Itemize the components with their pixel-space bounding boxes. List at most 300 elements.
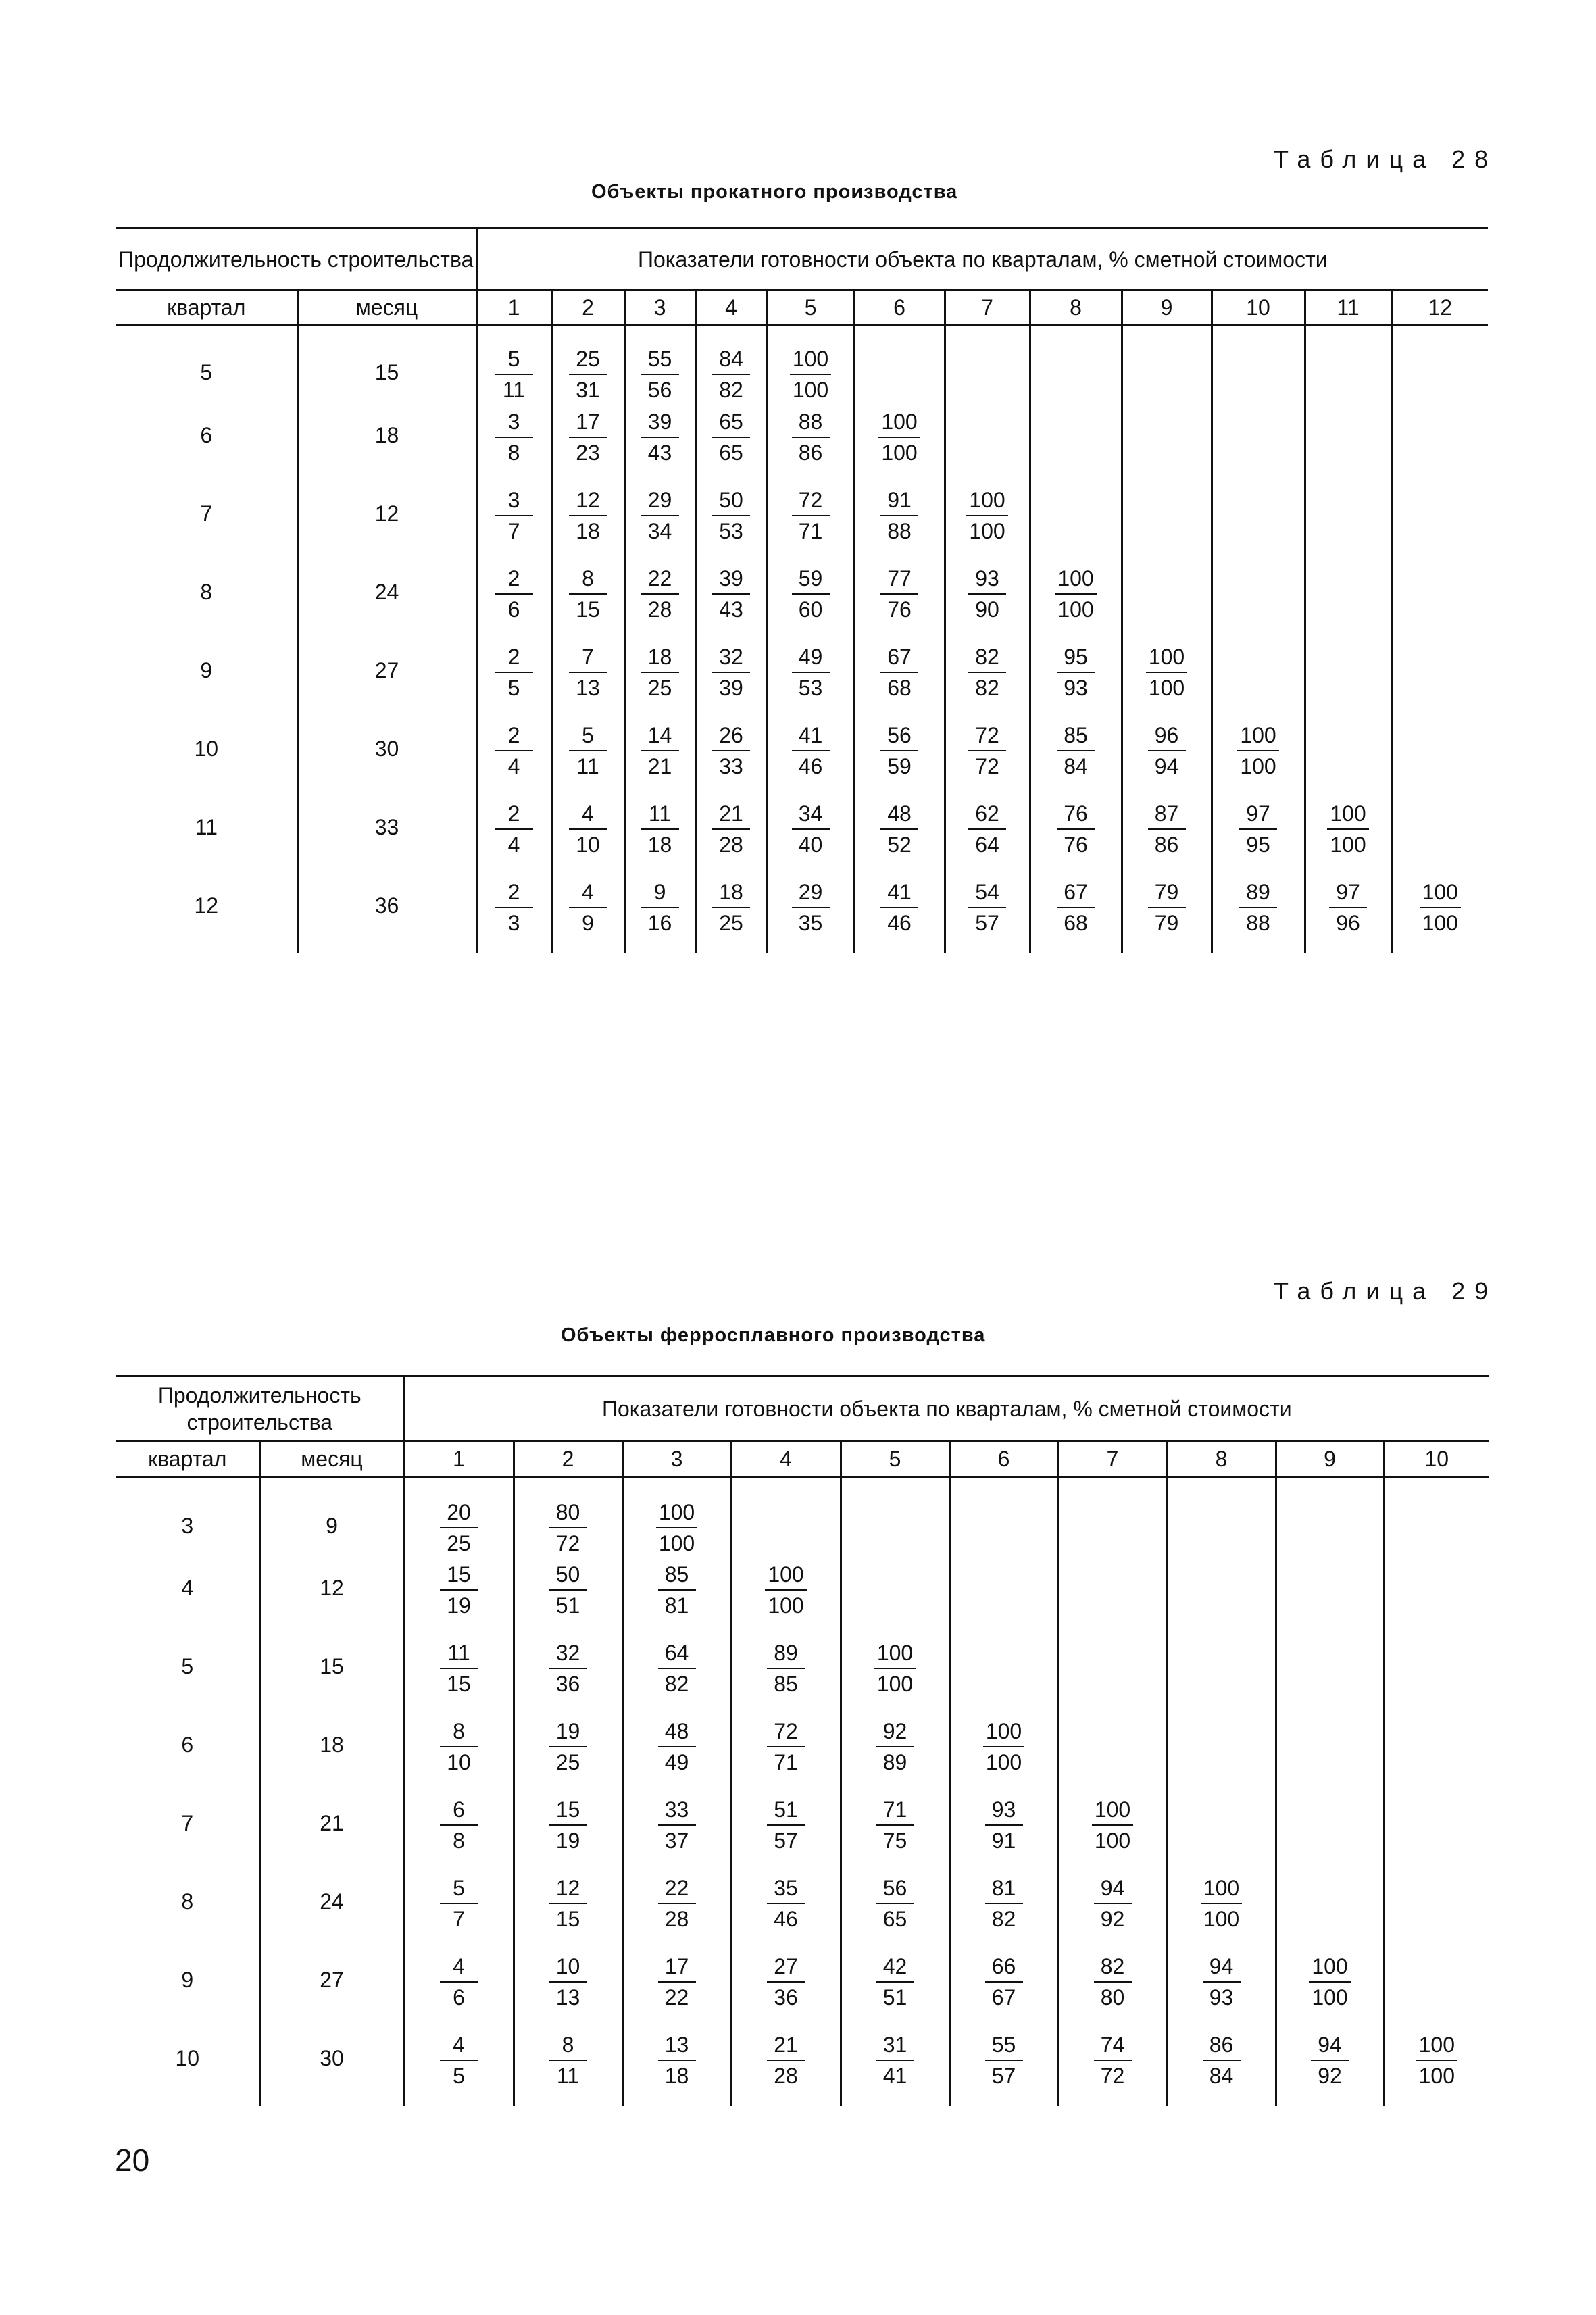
denominator: 15 bbox=[576, 597, 600, 622]
fraction bbox=[712, 722, 750, 780]
fraction bbox=[658, 1953, 696, 2011]
value-cell bbox=[1384, 2027, 1489, 2106]
denominator: 92 bbox=[1318, 2064, 1342, 2088]
numerator: 12 bbox=[569, 487, 607, 516]
denominator: 11 bbox=[576, 753, 599, 778]
denominator: 39 bbox=[719, 675, 743, 700]
value-cell bbox=[1030, 561, 1122, 639]
denominator: 90 bbox=[975, 597, 999, 622]
value-cell bbox=[949, 1792, 1058, 1870]
quarter-cell: 3 bbox=[181, 1514, 194, 1538]
numerator: 42 bbox=[876, 1953, 914, 1983]
denominator: 80 bbox=[1100, 1985, 1125, 2010]
table-row bbox=[116, 639, 1488, 718]
denominator: 28 bbox=[774, 2064, 798, 2088]
denominator: 18 bbox=[576, 518, 600, 543]
numerator: 27 bbox=[767, 1953, 805, 1983]
value-cell bbox=[476, 326, 551, 404]
value-cell bbox=[945, 718, 1030, 796]
month-cell: 24 bbox=[259, 1870, 404, 1949]
numerator: 2 bbox=[495, 565, 533, 595]
fraction bbox=[1420, 878, 1461, 937]
fraction bbox=[1309, 1953, 1350, 2011]
value-cell bbox=[624, 404, 695, 482]
denominator: 86 bbox=[798, 440, 823, 465]
value-cell bbox=[1122, 718, 1212, 796]
denominator: 60 bbox=[798, 597, 823, 622]
denominator: 23 bbox=[576, 440, 600, 465]
value-cell bbox=[1384, 1635, 1489, 1714]
denominator: 91 bbox=[991, 1828, 1016, 1853]
quarter-header-1: 1 bbox=[404, 1441, 514, 1478]
value-cell bbox=[1391, 326, 1488, 404]
fraction bbox=[1057, 800, 1095, 858]
denominator: 25 bbox=[719, 910, 743, 935]
numerator: 50 bbox=[549, 1561, 587, 1591]
value-cell bbox=[1122, 561, 1212, 639]
fraction bbox=[1092, 1796, 1133, 1854]
numerator: 7 bbox=[569, 643, 607, 673]
value-cell bbox=[476, 404, 551, 482]
quarter-header-5: 5 bbox=[841, 1441, 949, 1478]
numerator: 4 bbox=[440, 2031, 478, 2061]
value-cell bbox=[1391, 718, 1488, 796]
value-cell bbox=[695, 639, 767, 718]
denominator: 10 bbox=[447, 1750, 471, 1774]
numerator: 11 bbox=[440, 1639, 478, 1669]
denominator: 10 bbox=[576, 832, 600, 857]
quarter-cell: 9 bbox=[200, 657, 213, 682]
month-cell: 12 bbox=[259, 1557, 404, 1635]
numerator: 100 bbox=[983, 1718, 1024, 1747]
fraction bbox=[880, 565, 918, 623]
denominator: 57 bbox=[975, 910, 999, 935]
denominator: 88 bbox=[1246, 910, 1270, 935]
denominator: 76 bbox=[1064, 832, 1088, 857]
quarter-cell: 8 bbox=[181, 1889, 194, 1914]
value-cell bbox=[854, 404, 945, 482]
fraction bbox=[880, 487, 918, 545]
value-cell bbox=[1276, 1870, 1384, 1949]
fraction bbox=[440, 1718, 478, 1776]
numerator: 33 bbox=[658, 1796, 696, 1826]
fraction bbox=[1094, 2031, 1132, 2089]
value-cell bbox=[514, 1478, 622, 1558]
fraction bbox=[569, 878, 607, 937]
denominator: 41 bbox=[882, 2064, 907, 2088]
quarter-column-header: квартал bbox=[148, 1447, 227, 1471]
numerator: 100 bbox=[790, 345, 831, 375]
numerator: 8 bbox=[549, 2031, 587, 2061]
denominator: 75 bbox=[882, 1828, 907, 1853]
value-cell bbox=[1391, 482, 1488, 561]
quarter-header-1: 1 bbox=[476, 291, 551, 326]
table-row bbox=[116, 404, 1488, 482]
value-cell bbox=[1305, 326, 1391, 404]
fraction bbox=[495, 878, 533, 937]
denominator: 100 bbox=[985, 1750, 1022, 1774]
denominator: 53 bbox=[719, 518, 743, 543]
fraction bbox=[1239, 800, 1277, 858]
value-cell bbox=[1212, 326, 1305, 404]
quarter-header-9: 9 bbox=[1122, 291, 1212, 326]
fraction bbox=[712, 408, 750, 466]
value-cell bbox=[404, 1478, 514, 1558]
fraction bbox=[569, 487, 607, 545]
quarter-cell: 9 bbox=[181, 1968, 194, 1992]
value-cell bbox=[622, 2027, 731, 2106]
fraction bbox=[495, 345, 533, 403]
numerator: 15 bbox=[440, 1561, 478, 1591]
quarter-cell: 7 bbox=[200, 501, 213, 526]
numerator: 74 bbox=[1094, 2031, 1132, 2061]
denominator: 71 bbox=[798, 518, 823, 543]
denominator: 96 bbox=[1336, 910, 1360, 935]
table-row bbox=[116, 1870, 1489, 1949]
value-cell bbox=[767, 482, 854, 561]
numerator: 55 bbox=[641, 345, 679, 375]
fraction bbox=[569, 565, 607, 623]
fraction bbox=[767, 1639, 805, 1697]
value-cell bbox=[731, 1478, 841, 1558]
fraction bbox=[712, 800, 750, 858]
denominator: 94 bbox=[1154, 753, 1179, 778]
value-cell bbox=[622, 1949, 731, 2027]
fraction bbox=[658, 1639, 696, 1697]
numerator: 25 bbox=[569, 345, 607, 375]
value-cell bbox=[1276, 1478, 1384, 1558]
fraction bbox=[440, 1796, 478, 1854]
denominator: 36 bbox=[555, 1672, 580, 1696]
fraction bbox=[792, 800, 830, 858]
numerator: 76 bbox=[1057, 800, 1095, 830]
value-cell bbox=[1276, 1635, 1384, 1714]
numerator: 39 bbox=[641, 408, 679, 438]
quarter-cell: 10 bbox=[175, 2046, 200, 2070]
value-cell bbox=[1212, 718, 1305, 796]
denominator: 88 bbox=[887, 518, 912, 543]
value-cell bbox=[1391, 404, 1488, 482]
fraction bbox=[549, 1718, 587, 1776]
numerator: 22 bbox=[658, 1874, 696, 1904]
fraction bbox=[495, 408, 533, 466]
numerator: 5 bbox=[569, 722, 607, 751]
numerator: 100 bbox=[1055, 565, 1096, 595]
numerator: 4 bbox=[569, 800, 607, 830]
denominator: 34 bbox=[647, 518, 672, 543]
denominator: 46 bbox=[798, 753, 823, 778]
fraction bbox=[495, 643, 533, 701]
fraction bbox=[968, 878, 1006, 937]
value-cell bbox=[1212, 561, 1305, 639]
fraction bbox=[1148, 878, 1186, 937]
numerator: 100 bbox=[966, 487, 1007, 516]
fraction bbox=[1327, 800, 1368, 858]
numerator: 85 bbox=[1057, 722, 1095, 751]
fraction bbox=[968, 643, 1006, 701]
numerator: 79 bbox=[1148, 878, 1186, 908]
value-cell bbox=[514, 1557, 622, 1635]
value-cell bbox=[1030, 796, 1122, 874]
value-cell bbox=[622, 1714, 731, 1792]
month-cell: 18 bbox=[297, 404, 476, 482]
numerator: 26 bbox=[712, 722, 750, 751]
value-cell bbox=[476, 874, 551, 953]
denominator: 5 bbox=[507, 675, 520, 700]
quarter-cell: 4 bbox=[181, 1576, 194, 1600]
denominator: 82 bbox=[719, 378, 743, 402]
denominator: 4 bbox=[507, 753, 520, 778]
denominator: 43 bbox=[719, 597, 743, 622]
denominator: 33 bbox=[719, 753, 743, 778]
value-cell bbox=[949, 1949, 1058, 2027]
value-cell bbox=[624, 718, 695, 796]
denominator: 8 bbox=[453, 1828, 465, 1853]
value-cell bbox=[731, 1870, 841, 1949]
fraction bbox=[876, 1796, 914, 1854]
numerator: 10 bbox=[549, 1953, 587, 1983]
fraction bbox=[549, 2031, 587, 2089]
value-cell bbox=[1391, 874, 1488, 953]
table-28-title: Объекты прокатного производства bbox=[591, 181, 958, 203]
quarter-header-2: 2 bbox=[551, 291, 624, 326]
value-cell bbox=[949, 1870, 1058, 1949]
value-cell bbox=[731, 1557, 841, 1635]
value-cell bbox=[476, 561, 551, 639]
value-cell bbox=[841, 1714, 949, 1792]
numerator: 56 bbox=[876, 1874, 914, 1904]
table-row bbox=[116, 874, 1488, 953]
numerator: 18 bbox=[641, 643, 679, 673]
value-cell bbox=[622, 1557, 731, 1635]
quarter-header-8: 8 bbox=[1167, 1441, 1276, 1478]
fraction bbox=[549, 1499, 587, 1557]
value-cell bbox=[731, 1635, 841, 1714]
quarter-header-6: 6 bbox=[854, 291, 945, 326]
denominator: 40 bbox=[798, 832, 823, 857]
numerator: 81 bbox=[985, 1874, 1023, 1904]
denominator: 67 bbox=[991, 1985, 1016, 2010]
numerator: 5 bbox=[440, 1874, 478, 1904]
denominator: 37 bbox=[664, 1828, 689, 1853]
value-cell bbox=[1212, 639, 1305, 718]
numerator: 94 bbox=[1311, 2031, 1349, 2061]
value-cell bbox=[731, 1714, 841, 1792]
value-cell bbox=[404, 1792, 514, 1870]
value-cell bbox=[476, 718, 551, 796]
value-cell bbox=[945, 561, 1030, 639]
table-29 bbox=[116, 1375, 1489, 2106]
denominator: 72 bbox=[555, 1531, 580, 1555]
quarter-cell: 6 bbox=[200, 422, 213, 447]
denominator: 100 bbox=[1418, 2064, 1455, 2088]
denominator: 57 bbox=[774, 1828, 798, 1853]
denominator: 3 bbox=[507, 910, 520, 935]
table-row bbox=[116, 1478, 1489, 1558]
numerator: 86 bbox=[1203, 2031, 1241, 2061]
value-cell bbox=[1384, 1949, 1489, 2027]
denominator: 68 bbox=[1064, 910, 1088, 935]
fraction bbox=[656, 1499, 697, 1557]
denominator: 25 bbox=[447, 1531, 471, 1555]
value-cell bbox=[854, 796, 945, 874]
numerator: 4 bbox=[440, 1953, 478, 1983]
value-cell bbox=[767, 326, 854, 404]
value-cell bbox=[1122, 404, 1212, 482]
fraction bbox=[767, 1718, 805, 1776]
fraction bbox=[767, 1874, 805, 1933]
denominator: 46 bbox=[774, 1907, 798, 1931]
denominator: 89 bbox=[882, 1750, 907, 1774]
denominator: 100 bbox=[876, 1672, 914, 1696]
numerator: 100 bbox=[874, 1639, 916, 1669]
value-cell bbox=[1391, 796, 1488, 874]
numerator: 100 bbox=[1146, 643, 1187, 673]
fraction bbox=[1148, 800, 1186, 858]
value-cell bbox=[1384, 1870, 1489, 1949]
numerator: 15 bbox=[549, 1796, 587, 1826]
fraction bbox=[1057, 643, 1095, 701]
value-cell bbox=[1122, 482, 1212, 561]
fraction bbox=[792, 878, 830, 937]
value-cell bbox=[854, 874, 945, 953]
quarter-header-4: 4 bbox=[731, 1441, 841, 1478]
denominator: 19 bbox=[555, 1828, 580, 1853]
fraction bbox=[968, 722, 1006, 780]
fraction bbox=[966, 487, 1007, 545]
fraction bbox=[658, 1718, 696, 1776]
duration-header: Продолжительность строительства bbox=[118, 247, 474, 272]
fraction bbox=[1203, 1953, 1241, 2011]
numerator: 54 bbox=[968, 878, 1006, 908]
numerator: 66 bbox=[985, 1953, 1023, 1983]
value-cell bbox=[514, 1714, 622, 1792]
fraction bbox=[495, 487, 533, 545]
month-cell: 27 bbox=[297, 639, 476, 718]
numerator: 82 bbox=[1094, 1953, 1132, 1983]
value-cell bbox=[624, 639, 695, 718]
numerator: 85 bbox=[658, 1561, 696, 1591]
fraction bbox=[440, 1953, 478, 2011]
value-cell bbox=[551, 639, 624, 718]
denominator: 86 bbox=[1154, 832, 1179, 857]
value-cell bbox=[1058, 1635, 1167, 1714]
month-cell: 21 bbox=[259, 1792, 404, 1870]
numerator: 91 bbox=[880, 487, 918, 516]
numerator: 100 bbox=[656, 1499, 697, 1528]
denominator: 15 bbox=[447, 1672, 471, 1696]
denominator: 8 bbox=[507, 440, 520, 465]
value-cell bbox=[695, 404, 767, 482]
fraction bbox=[569, 345, 607, 403]
value-cell bbox=[841, 1635, 949, 1714]
denominator: 68 bbox=[887, 675, 912, 700]
value-cell bbox=[854, 482, 945, 561]
value-cell bbox=[1167, 1478, 1276, 1558]
denominator: 6 bbox=[453, 1985, 465, 2010]
numerator: 9 bbox=[641, 878, 679, 908]
fraction bbox=[495, 800, 533, 858]
value-cell bbox=[1212, 796, 1305, 874]
value-cell bbox=[1391, 639, 1488, 718]
value-cell bbox=[1276, 1949, 1384, 2027]
value-cell bbox=[1167, 2027, 1276, 2106]
numerator: 48 bbox=[880, 800, 918, 830]
numerator: 3 bbox=[495, 487, 533, 516]
fraction bbox=[549, 1561, 587, 1619]
denominator: 31 bbox=[576, 378, 600, 402]
numerator: 21 bbox=[712, 800, 750, 830]
denominator: 53 bbox=[798, 675, 823, 700]
numerator: 14 bbox=[641, 722, 679, 751]
numerator: 93 bbox=[985, 1796, 1023, 1826]
month-cell: 18 bbox=[259, 1714, 404, 1792]
fraction bbox=[712, 345, 750, 403]
numerator: 41 bbox=[880, 878, 918, 908]
table-28 bbox=[116, 227, 1488, 953]
table-row bbox=[116, 1792, 1489, 1870]
numerator: 82 bbox=[968, 643, 1006, 673]
denominator: 49 bbox=[664, 1750, 689, 1774]
quarter-cell: 11 bbox=[195, 814, 218, 839]
value-cell bbox=[551, 482, 624, 561]
numerator: 64 bbox=[658, 1639, 696, 1669]
numerator: 19 bbox=[549, 1718, 587, 1747]
value-cell bbox=[1167, 1792, 1276, 1870]
quarter-header-9: 9 bbox=[1276, 1441, 1384, 1478]
value-cell bbox=[767, 561, 854, 639]
value-cell bbox=[622, 1792, 731, 1870]
denominator: 9 bbox=[582, 910, 594, 935]
fraction bbox=[658, 1874, 696, 1933]
value-cell bbox=[1384, 1792, 1489, 1870]
denominator: 100 bbox=[768, 1593, 804, 1618]
numerator: 100 bbox=[1092, 1796, 1133, 1826]
denominator: 100 bbox=[658, 1531, 695, 1555]
value-cell bbox=[404, 1949, 514, 2027]
fraction bbox=[878, 408, 920, 466]
value-cell bbox=[1167, 1870, 1276, 1949]
value-cell bbox=[767, 718, 854, 796]
quarter-header-10: 10 bbox=[1384, 1441, 1489, 1478]
fraction bbox=[1146, 643, 1187, 701]
numerator: 95 bbox=[1057, 643, 1095, 673]
numerator: 59 bbox=[792, 565, 830, 595]
value-cell bbox=[854, 326, 945, 404]
fraction bbox=[712, 487, 750, 545]
fraction bbox=[712, 878, 750, 937]
denominator: 11 bbox=[502, 378, 526, 402]
fraction bbox=[792, 722, 830, 780]
numerator: 5 bbox=[495, 345, 533, 375]
denominator: 36 bbox=[774, 1985, 798, 2010]
value-cell bbox=[1305, 639, 1391, 718]
numerator: 80 bbox=[549, 1499, 587, 1528]
quarter-header-8: 8 bbox=[1030, 291, 1122, 326]
denominator: 11 bbox=[556, 2064, 580, 2088]
value-cell bbox=[1122, 796, 1212, 874]
value-cell bbox=[622, 1870, 731, 1949]
numerator: 31 bbox=[876, 2031, 914, 2061]
fraction bbox=[985, 1796, 1023, 1854]
fraction bbox=[641, 565, 679, 623]
numerator: 8 bbox=[440, 1718, 478, 1747]
denominator: 100 bbox=[1312, 1985, 1348, 2010]
value-cell bbox=[1122, 326, 1212, 404]
value-cell bbox=[1212, 874, 1305, 953]
numerator: 87 bbox=[1148, 800, 1186, 830]
table-28-label: Таблица 28 bbox=[1274, 145, 1498, 173]
